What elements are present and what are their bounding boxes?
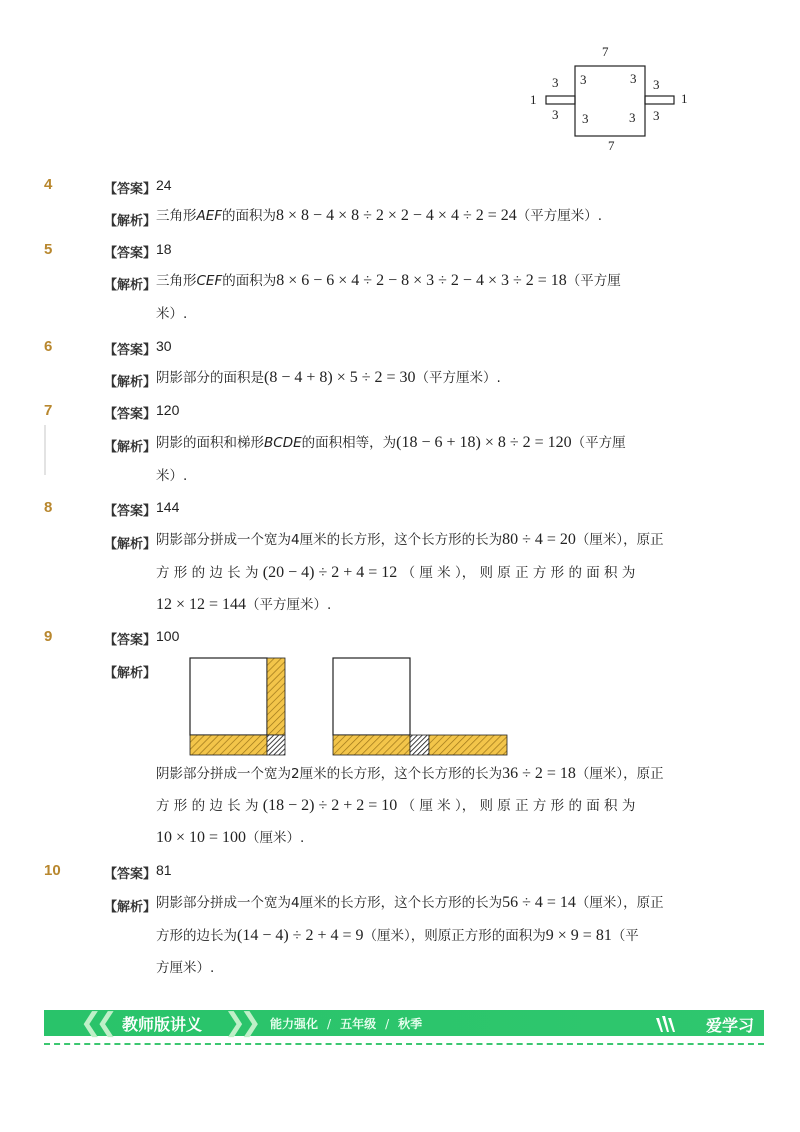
answer-tag: 【答案】 — [104, 633, 157, 648]
chevron-right-icon: ❯❯ — [224, 1008, 256, 1038]
square-left — [190, 658, 267, 735]
analysis-tag: 【解析】 — [104, 278, 157, 293]
label-inner-tl: 3 — [580, 72, 587, 87]
analysis-line: 米）. — [156, 468, 188, 484]
label-right-lower: 3 — [653, 108, 660, 123]
breadcrumb-separator: / — [327, 1017, 332, 1031]
analysis-line: 阴影部分拼成一个宽为4厘米的长方形，这个长方形的长为56 ÷ 4 = 14（厘米），原正 — [156, 894, 664, 911]
label-top: 7 — [602, 44, 609, 59]
analysis-tag: 【解析】 — [104, 375, 157, 390]
footer-dashed-divider — [44, 1043, 764, 1045]
label-inner-br: 3 — [629, 110, 636, 125]
answer-tag: 【答案】 — [104, 504, 157, 519]
label-right-outer: 1 — [681, 91, 688, 106]
square-right — [333, 658, 410, 735]
answer-tag: 【答案】 — [104, 246, 157, 261]
breadcrumb-item: 能力强化 — [270, 1017, 319, 1031]
analysis-line: 方形的边长为(14 − 4) ÷ 2 + 4 = 9（厘米），则原正方形的面积为9 × 9 = 81（平 — [156, 927, 639, 944]
chevron-left-icon: ❮❮ — [80, 1008, 112, 1038]
answer-value: 18 — [156, 241, 172, 257]
analysis-tag: 【解析】 — [104, 214, 157, 229]
analysis-tag: 【解析】 — [104, 440, 157, 455]
answer-value: 144 — [156, 499, 180, 515]
analysis-tag: 【解析】 — [104, 537, 157, 552]
analysis-line: 阴影部分的面积是(8 − 4 + 8) × 5 ÷ 2 = 30（平方厘米）. — [156, 369, 501, 386]
analysis-tag: 【解析】 — [104, 900, 157, 915]
analysis-line: 三角形AEF的面积为8 × 8 − 4 × 8 ÷ 2 × 2 − 4 × 4 ÷ 2 = 24（平方厘米）. — [156, 207, 603, 224]
analysis-line: 方 形 的 边 长 为 (20 − 4) ÷ 2 + 4 = 12 （ 厘 米 ）， 则 原 正 方 形 的 面 积 为 — [156, 564, 636, 581]
corner-square — [410, 735, 429, 755]
question-number: 6 — [44, 338, 53, 355]
analysis-line: 方厘米）. — [156, 960, 215, 976]
label-left-outer: 1 — [530, 92, 537, 107]
analysis-line: 阴影部分拼成一个宽为4厘米的长方形，这个长方形的长为80 ÷ 4 = 20（厘米），原正 — [156, 531, 664, 548]
answer-value: 81 — [156, 862, 172, 878]
answer-value: 30 — [156, 338, 172, 354]
analysis-line: 10 × 10 = 100（厘米）. — [156, 829, 305, 846]
label-left-lower: 3 — [552, 107, 559, 122]
label-inner-bl: 3 — [582, 111, 589, 126]
answer-tag: 【答案】 — [104, 343, 157, 358]
label-inner-tr: 3 — [630, 71, 637, 86]
analysis-line: 12 × 12 = 144（平方厘米）. — [156, 596, 332, 613]
breadcrumb — [270, 1015, 422, 1032]
hatch-strip-horizontal — [190, 735, 267, 755]
question-number: 7 — [44, 402, 53, 419]
analysis-line: 米）. — [156, 306, 188, 322]
question-number: 5 — [44, 241, 53, 258]
analysis-line: 方 形 的 边 长 为 (18 − 2) ÷ 2 + 2 = 10 （ 厘 米 ）， 则 原 正 方 形 的 面 积 为 — [156, 797, 636, 814]
question-number: 4 — [44, 176, 53, 193]
footer-title: 教师版讲义 — [122, 1015, 203, 1034]
answer-value: 120 — [156, 402, 180, 418]
hatch-strip-right — [429, 735, 507, 755]
label-bottom: 7 — [608, 138, 615, 153]
analysis-line: 阴影的面积和梯形BCDE的面积相等，为(18 − 6 + 18) × 8 ÷ 2 = 120（平方厘 — [156, 434, 626, 451]
analysis-tag: 【解析】 — [104, 666, 157, 681]
breadcrumb-item: 五年级 — [340, 1017, 377, 1031]
answer-tag: 【答案】 — [104, 182, 157, 197]
answer-tag: 【答案】 — [104, 407, 157, 422]
breadcrumb-separator: / — [385, 1017, 390, 1031]
margin-bar — [44, 425, 46, 475]
q9-figure — [186, 654, 516, 760]
question-number: 10 — [44, 862, 61, 879]
question-number: 8 — [44, 499, 53, 516]
breadcrumb-item: 秋季 — [398, 1017, 423, 1031]
label-left-upper: 3 — [552, 75, 559, 90]
analysis-line: 三角形CEF的面积为8 × 6 − 6 × 4 ÷ 2 − 8 × 3 ÷ 2 − 4 × 3 ÷ 2 = 18（平方厘 — [156, 272, 621, 289]
right-strip — [645, 96, 674, 104]
label-right-upper: 3 — [653, 77, 660, 92]
left-strip — [546, 96, 575, 104]
brand-name: 爱学习 — [705, 1016, 754, 1035]
corner-square — [267, 735, 285, 755]
question-number: 9 — [44, 628, 53, 645]
answer-value: 24 — [156, 177, 172, 193]
answer-value: 100 — [156, 628, 180, 644]
hatch-strip-vertical — [267, 658, 285, 735]
brand-logo-icon — [654, 1014, 680, 1034]
footer-banner — [44, 1010, 764, 1036]
hatch-strip-left — [333, 735, 410, 755]
answer-tag: 【答案】 — [104, 867, 157, 882]
analysis-line: 阴影部分拼成一个宽为2厘米的长方形，这个长方形的长为36 ÷ 2 = 18（厘米），原正 — [156, 765, 664, 782]
